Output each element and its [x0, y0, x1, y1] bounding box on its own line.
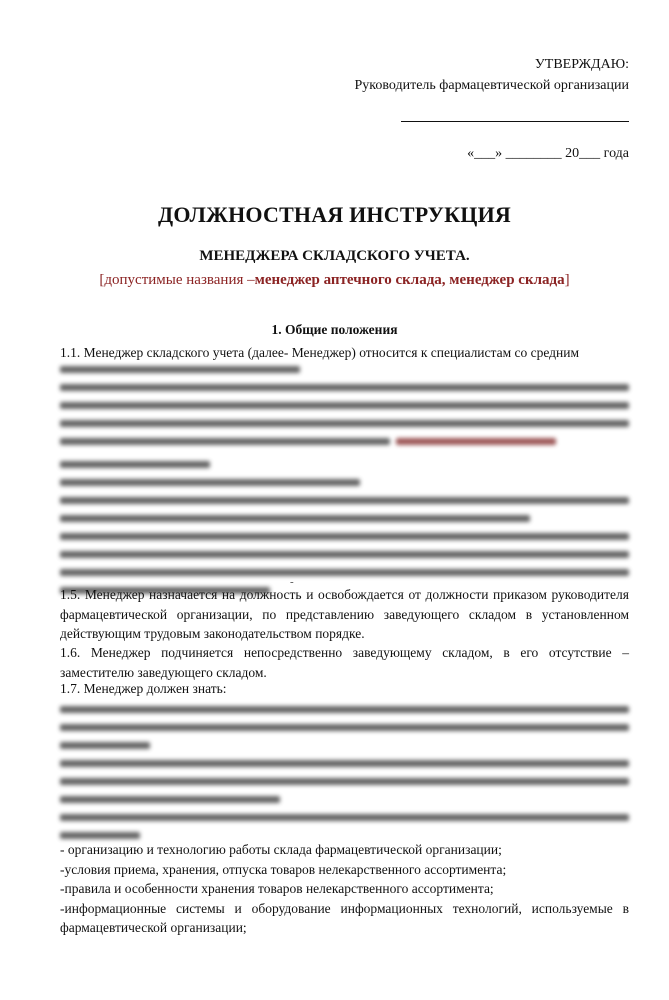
- paragraph-1-1: 1.1. Менеджер складского учета (далее- Менеджер) относится к специалистам со средним: [60, 345, 580, 360]
- paragraph-1-6: 1.6. Менеджер подчиняется непосредственно заведующему складом, в его отсутствие – заместителю заведующего складом.: [60, 645, 629, 680]
- alternative-names: [0, 272, 669, 289]
- list-item: -информационные системы и оборудование информационных технологий, используемые в фармацевтической организации;: [60, 900, 629, 935]
- blurred-text-block-2: [60, 706, 629, 850]
- alt-names-close: ]: [564, 272, 570, 288]
- approval-heading: УТВЕРЖДАЮ:: [534, 57, 629, 72]
- approval-date: «___» ________ 20___ года: [467, 146, 629, 161]
- signature-line: [401, 121, 629, 122]
- paragraph-1-5: 1.5. Менеджер назначается на должность и освобождается от должности приказом руководителя фармацевтической организации, по представлению заведующего складом в установленном действующим трудовым законодательством порядке.: [60, 587, 629, 641]
- alt-names-bold: менеджер аптечного склада, менеджер склада: [254, 272, 565, 288]
- section-heading: 1. Общие положения: [271, 322, 398, 337]
- list-item: -условия приема, хранения, отпуска товаров нелекарственного ассортимента;: [60, 861, 507, 877]
- approval-block: [355, 54, 630, 96]
- alt-names-open: [допустимые названия –: [99, 272, 255, 288]
- blurred-text-block-1: [60, 366, 629, 605]
- document-subtitle: МЕНЕДЖЕРА СКЛАДСКОГО УЧЕТА.: [199, 248, 470, 264]
- paragraph-1-7: 1.7. Менеджер должен знать:: [60, 681, 227, 696]
- document-title: ДОЛЖНОСТНАЯ ИНСТРУКЦИЯ: [157, 202, 512, 227]
- knowledge-list: [60, 840, 629, 938]
- list-item: -правила и особенности хранения товаров нелекарственного ассортимента;: [60, 881, 494, 896]
- list-item: - организацию и технологию работы склада фармацевтической организации;: [60, 842, 502, 857]
- separator-mark: -: [290, 576, 294, 588]
- approval-role: Руководитель фармацевтической организации: [354, 78, 629, 93]
